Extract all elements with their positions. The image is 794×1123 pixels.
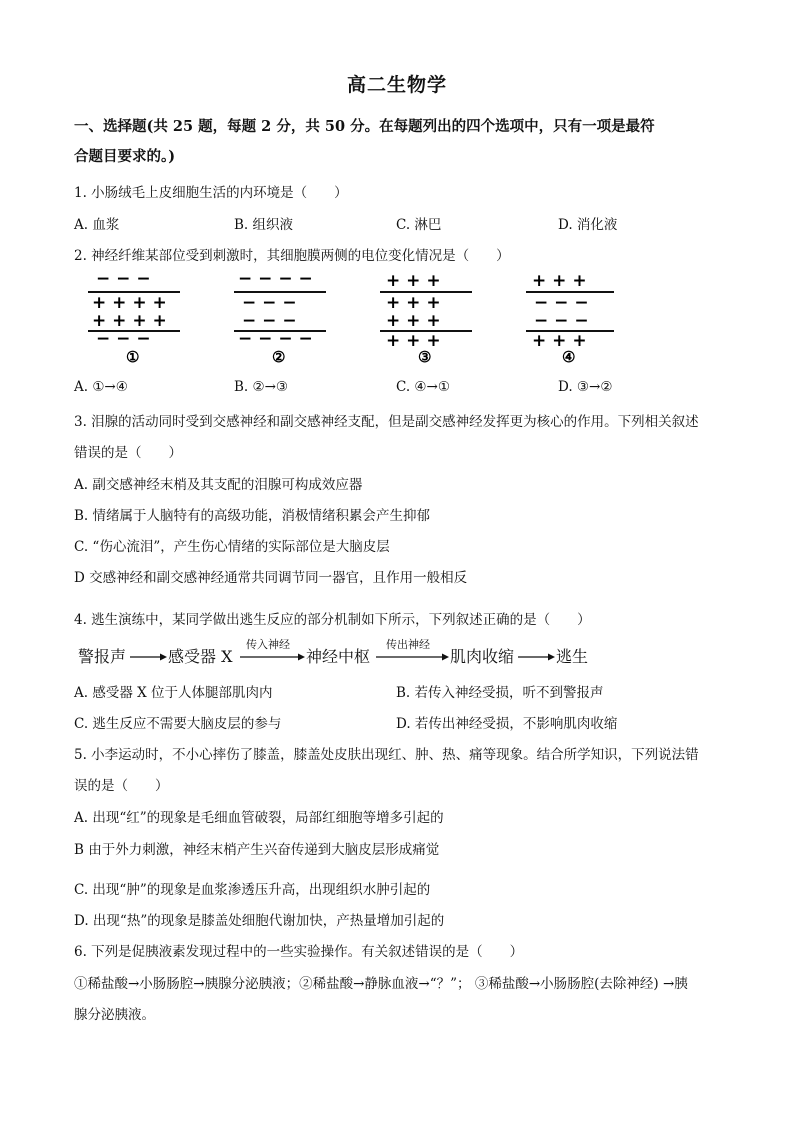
q3-option-b: B. 情绪属于人脑特有的高级功能，消极情绪积累会产生抑郁 [74, 508, 431, 524]
section-heading [74, 112, 734, 172]
membrane-diagram-2 [232, 268, 332, 368]
q5-option-d: D. 出现“热”的现象是膝盖处细胞代谢加快，产热量增加引起的 [74, 913, 445, 929]
diagram-1-row-1: − − − [96, 269, 151, 289]
q6-experiment-line1: ①稀盐酸→小肠肠腔→胰腺分泌胰液；②稀盐酸→静脉血液→“？”； ③稀盐酸→小肠肠腔(去除神经) →胰 [74, 976, 688, 992]
diagram-4-row-4: + + + [532, 331, 587, 351]
q1-stem: 1. 小肠绒毛上皮细胞生活的内环境是（ ） [74, 185, 348, 201]
diagram-2-row-3: − − − [242, 311, 297, 331]
q3-stem-line2: 错误的是（ ） [74, 445, 182, 461]
q1-option-c: C. 淋巴 [396, 217, 442, 233]
diagram-3-label: ③ [418, 348, 432, 366]
diagram-3-row-3: + + + [386, 311, 441, 331]
q5-stem-line2: 误的是（ ） [74, 778, 169, 794]
diagram-4-row-2: − − − [534, 293, 589, 313]
q4-option-d: D. 若传出神经受损，不影响肌肉收缩 [396, 716, 618, 732]
q3-option-c: C. “伤心流泪”，产生伤心情绪的实际部位是大脑皮层 [74, 539, 390, 555]
q1-option-a: A. 血浆 [74, 217, 120, 233]
q2-stem: 2. 神经纤维某部位受到刺激时，其细胞膜两侧的电位变化情况是（ ） [74, 248, 510, 264]
q6-stem: 6. 下列是促胰液素发现过程中的一些实验操作。有关叙述错误的是（ ） [74, 944, 524, 960]
diagram-4-row-3: − − − [534, 311, 589, 331]
q5-stem-line1: 5. 小李运动时，不小心摔伤了膝盖，膝盖处皮肤出现红、肿、热、痛等现象。结合所学知识，下列说法错 [74, 747, 699, 763]
section-heading-line2: 合题目要求的。) [74, 148, 176, 165]
flow-label-efferent: 传出神经 [386, 638, 430, 651]
q6-experiment-line2: 腺分泌胰液。 [74, 1007, 155, 1023]
q2-option-c: C. ④→① [396, 379, 450, 395]
diagram-1-row-3: + + + + [92, 311, 167, 331]
diagram-3-row-4: + + + [386, 331, 441, 351]
q5-option-b: B 由于外力刺激，神经末梢产生兴奋传递到大脑皮层形成痛觉 [74, 842, 440, 858]
membrane-diagram-4 [524, 268, 624, 368]
page-title: 高二生物学 [346, 74, 447, 96]
q1-option-d: D. 消化液 [558, 217, 618, 233]
q2-option-d: D. ③→② [558, 379, 613, 395]
reflex-flow-diagram [74, 636, 614, 672]
membrane-diagram-1 [86, 268, 186, 368]
q4-option-a: A. 感受器 X 位于人体腿部肌肉内 [74, 685, 273, 701]
q3-option-d: D 交感神经和副交感神经通常共同调节同一器官，且作用一般相反 [74, 570, 468, 586]
diagram-1-label: ① [126, 348, 140, 366]
diagram-2-label: ② [272, 348, 286, 366]
flow-node-escape: 逃生 [556, 647, 589, 666]
q5-option-a: A. 出现“红”的现象是毛细血管破裂，局部红细胞等增多引起的 [74, 810, 444, 826]
flow-node-muscle: 肌肉收缩 [450, 647, 515, 666]
diagram-1-row-4: − − − [96, 329, 151, 349]
q3-option-a: A. 副交感神经末梢及其支配的泪腺可构成效应器 [74, 477, 363, 493]
q2-option-a: A. ①→④ [74, 379, 128, 395]
diagram-1-row-2: + + + + [92, 293, 167, 313]
q3-stem-line1: 3. 泪腺的活动同时受到交感神经和副交感神经支配，但是副交感神经发挥更为核心的作用。下列相关叙述 [74, 414, 699, 430]
diagram-2-row-2: − − − [242, 293, 297, 313]
diagram-3-row-1: + + + [386, 271, 441, 291]
flow-node-center: 神经中枢 [306, 647, 371, 666]
flow-node-receptor: 感受器 X [168, 647, 233, 666]
q1-option-b: B. 组织液 [234, 217, 294, 233]
section-heading-line1: 一、选择题(共 25 题，每题 2 分，共 50 分。在每题列出的四个选项中，只有一项是最符 [74, 118, 655, 135]
membrane-diagram-3 [378, 268, 488, 368]
flow-node-alarm: 警报声 [78, 647, 127, 666]
diagram-2-row-4: − − − − [238, 329, 313, 349]
q4-option-b: B. 若传入神经受损，听不到警报声 [396, 685, 604, 701]
q5-option-c: C. 出现“肿”的现象是血浆渗透压升高，出现组织水肿引起的 [74, 882, 431, 898]
diagram-3-row-2: + + + [386, 293, 441, 313]
q4-stem: 4. 逃生演练中，某同学做出逃生反应的部分机制如下所示，下列叙述正确的是（ ） [74, 612, 591, 628]
diagram-4-row-1: + + + [532, 271, 587, 291]
flow-label-afferent: 传入神经 [246, 638, 290, 651]
q2-option-b: B. ②→③ [234, 379, 289, 395]
q4-option-c: C. 逃生反应不需要大脑皮层的参与 [74, 716, 282, 732]
diagram-2-row-1: − − − − [238, 269, 313, 289]
diagram-4-label: ④ [562, 348, 576, 366]
